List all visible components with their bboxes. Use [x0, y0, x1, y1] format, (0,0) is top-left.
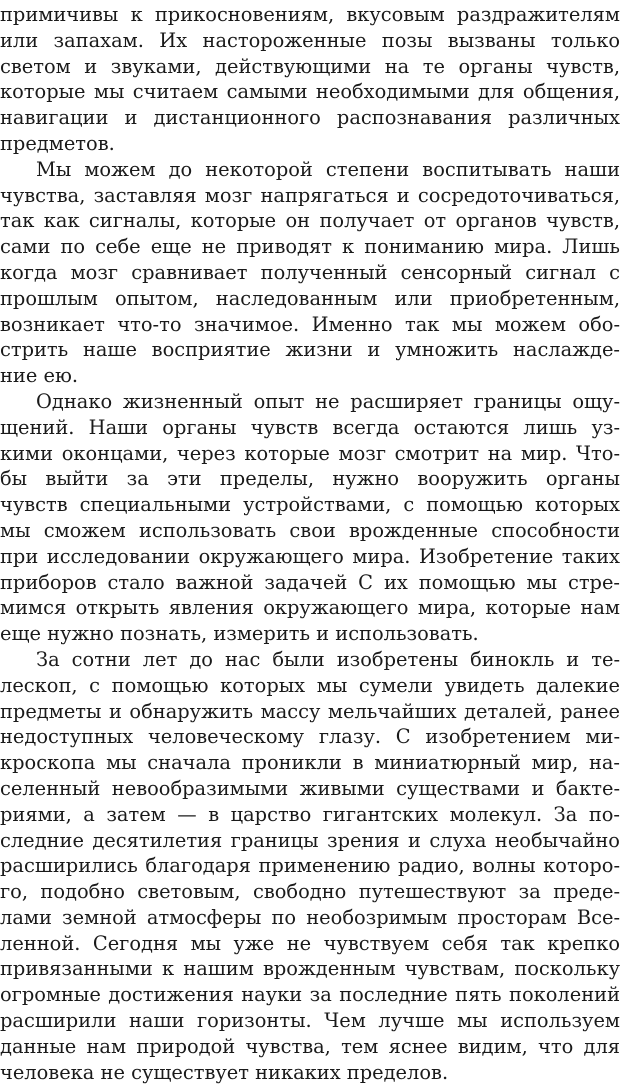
text-line: ние ею.: [0, 364, 79, 388]
text-line: кими оконцами, через которые мозг смотрит на мир. Что-: [0, 441, 620, 465]
paragraph-4: [0, 647, 620, 1085]
text-line: расширили наши горизонты. Чем лучше мы используем: [0, 1009, 620, 1033]
text-line: огромные достижения науки за последние пять поколений: [0, 983, 620, 1007]
text-line: ленной. Сегодня мы уже не чувствуем себя так крепко: [0, 931, 620, 955]
text-line: лами земной атмосферы по необозримым просторам Все-: [0, 905, 620, 929]
text-line: примичивы к прикосновениям, вкусовым раздражителям: [0, 3, 620, 26]
text-line: данные нам природой чувства, тем яснее видим, что для: [0, 1034, 620, 1058]
text-line: риями, а затем — в царство гигантских молекул. За по-: [0, 802, 620, 826]
text-line: когда мозг сравнивает полученный сенсорный сигнал с: [0, 260, 620, 284]
text-line: еще нужно познать, измерить и использовать.: [0, 622, 479, 646]
text-line: привязанными к нашим врожденным чувствам, поскольку: [0, 957, 620, 981]
text-line: бы выйти за эти пределы, нужно вооружить органы: [0, 467, 620, 491]
paragraph-1: [0, 2, 620, 157]
text-line: недоступных человеческому глазу. С изобретением ми-: [0, 725, 620, 749]
text-line: мы сможем использовать свои врожденные способности: [0, 518, 620, 542]
text-line: чувств специальными устройствами, с помощью которых: [0, 493, 620, 517]
text-line: щений. Наши органы чувств всегда остаются лишь уз-: [0, 415, 620, 439]
text-line: Однако жизненный опыт не расширяет границы ощу-: [36, 389, 620, 413]
text-line: человека не существует никаких пределов.: [0, 1060, 449, 1084]
paragraph-3: [0, 389, 620, 647]
text-line: следние десятилетия границы зрения и слуха необычайно: [0, 828, 620, 852]
text-line: кроскопа мы сначала проникли в миниатюрный мир, на-: [0, 751, 620, 775]
text-line: стрить наше восприятие жизни и умножить наслажде-: [0, 338, 620, 362]
text-line: которые мы считаем самыми необходимыми для общения,: [0, 80, 620, 104]
text-line: расширились благодаря применению радио, волны которо-: [0, 854, 620, 878]
text-line: так как сигналы, которые он получает от органов чувств,: [0, 209, 620, 233]
text-line: Мы можем до некоторой степени воспитывать наши: [36, 157, 620, 181]
text-line: светом и звуками, действующими на те органы чувств,: [0, 54, 620, 78]
text-line: при исследовании окружающего мира. Изобретение таких: [0, 544, 620, 568]
text-line: мимся открыть явления окружающего мира, которые нам: [0, 596, 620, 620]
paragraph-2: [0, 157, 620, 389]
text-line: возникает что-то значимое. Именно так мы можем обо-: [0, 312, 620, 336]
text-line: сами по себе еще не приводят к пониманию мира. Лишь: [0, 235, 620, 259]
text-line: приборов стало важной задачей С их помощью мы стре-: [0, 570, 620, 594]
text-line: прошлым опытом, наследованным или приобретенным,: [0, 286, 620, 310]
text-line: лескоп, с помощью которых мы сумели увидеть далекие: [0, 673, 620, 697]
text-line: За сотни лет до нас были изобретены бинокль и те-: [36, 647, 620, 671]
text-line: предметы и обнаружить массу мельчайших деталей, ранее: [0, 699, 620, 723]
text-line: чувства, заставляя мозг напрягаться и сосредоточиваться,: [0, 183, 620, 207]
text-line: или запахам. Их настороженные позы вызваны только: [0, 28, 620, 52]
text-line: го, подобно световым, свободно путешествуют за преде-: [0, 880, 620, 904]
text-line: предметов.: [0, 131, 115, 155]
text-line: селенный невообразимыми живыми существами и бакте-: [0, 776, 620, 800]
text-line: навигации и дистанционного распознавания различных: [0, 106, 620, 130]
page-body-text: [0, 2, 620, 1085]
